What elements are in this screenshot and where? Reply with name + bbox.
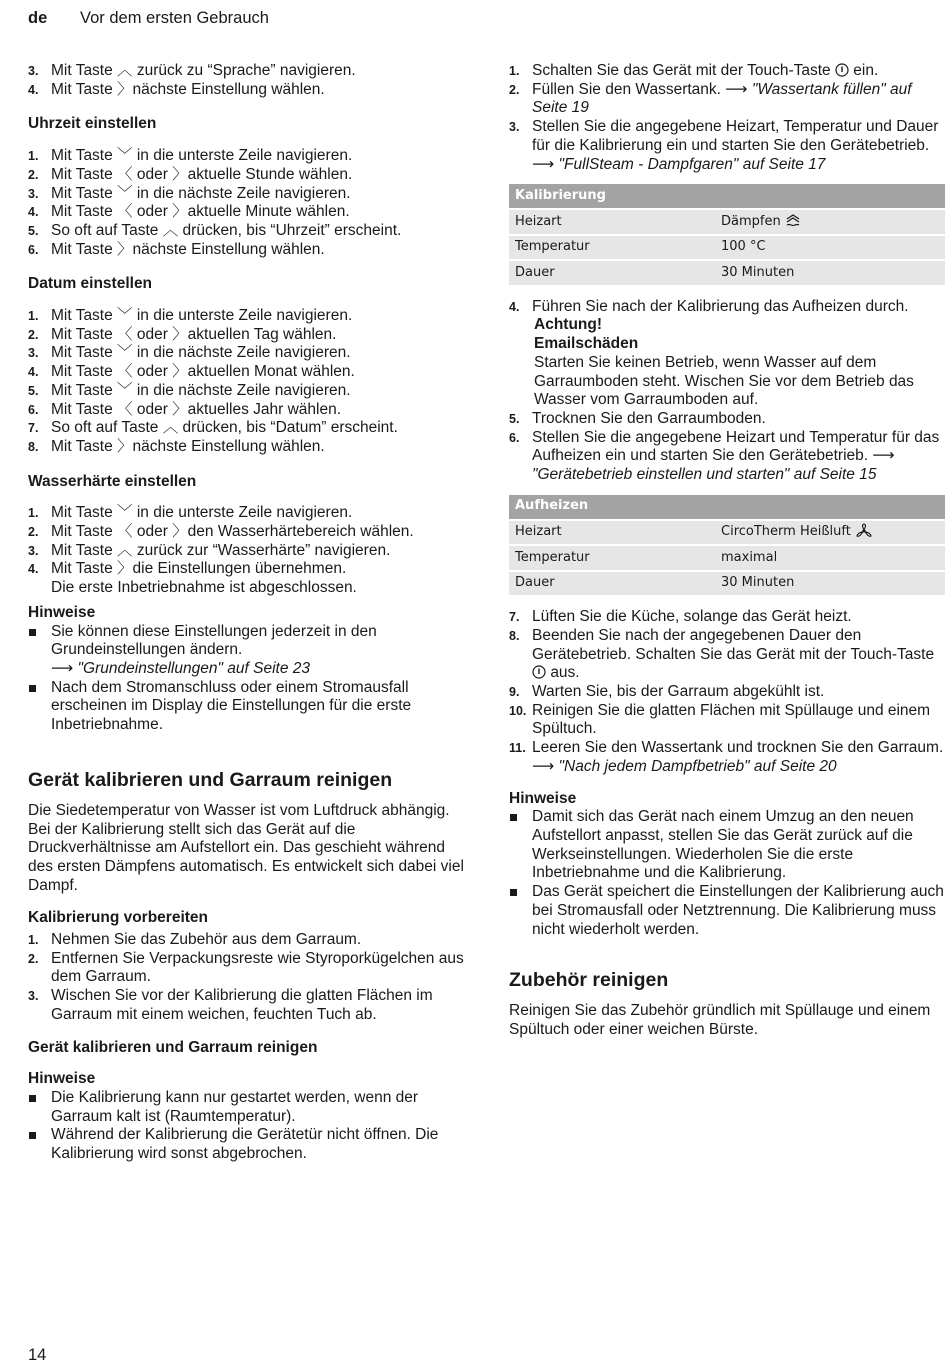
warning-title: Achtung!: [534, 316, 603, 334]
list-item: 7. So oft auf Taste ︿ drücken, bis “Datum” erscheint.: [28, 419, 398, 437]
reference-arrow-icon: ⟶: [532, 757, 555, 775]
datum-steps: [28, 307, 468, 457]
hinweise-list: [28, 1089, 468, 1164]
table-row: Heizart CircoTherm Heißluft: [509, 520, 945, 546]
zubehoer-text: Reinigen Sie das Zubehör gründlich mit Spüllauge und einem Spültuch oder einer weichen Bürste.: [509, 1002, 931, 1038]
list-item: 2. Mit Taste 〈 oder 〉aktuelle Stunde wählen.: [28, 165, 353, 183]
list-item: 3. Mit Taste ﹀ in die nächste Zeile navigieren.: [28, 344, 351, 362]
power-icon: [532, 665, 546, 679]
kalibrierung-steps-cont: [509, 298, 945, 317]
list-item: 1. Mit Taste ﹀ in die unterste Zeile navigieren.: [28, 307, 353, 325]
list-item: Damit sich das Gerät nach einem Umzug an den neuen Aufstellort anpasst, stellen Sie das Gerät zurück auf die Werkseinstellungen. Wiederholen Sie die erste Inbetriebnahme und die Kalibrierung.: [509, 808, 945, 883]
aufheizen-steps: [509, 410, 945, 485]
list-item: 5. Trocknen Sie den Garraumboden.: [509, 409, 766, 427]
vorbereiten-heading: Kalibrierung vorbereiten: [28, 909, 209, 927]
right-column: [509, 62, 945, 1040]
reference-link[interactable]: "Gerätebetrieb einstellen und starten" auf Seite 15: [532, 466, 877, 484]
hinweise-heading: Hinweise: [28, 603, 96, 621]
list-item: 8. Beenden Sie nach der angegebenen Dauer den Gerätebetrieb. Schalten Sie das Gerät mit der Touch-Taste aus.: [509, 626, 935, 682]
section-title-zubehoer: Zubehör reinigen: [509, 969, 669, 992]
reference-arrow-icon: ⟶: [51, 659, 74, 677]
list-item: Das Gerät speichert die Einstellungen der Kalibrierung auch bei Stromausfall oder Netztrennung. Die Kalibrierung muss nicht wiederholt werden.: [509, 883, 945, 939]
language-code: de: [28, 9, 48, 27]
datum-heading: Datum einstellen: [28, 275, 153, 293]
aufheizen-table: [509, 495, 945, 596]
abschluss-steps: [509, 608, 945, 776]
header-title: Vor dem ersten Gebrauch: [80, 9, 269, 27]
list-item: 3. Mit Taste ﹀ in die nächste Zeile navigieren.: [28, 184, 351, 202]
list-item: 3. Mit Taste ︿ zurück zur “Wasserhärte” navigieren.: [28, 541, 391, 559]
list-item: 5. Mit Taste ﹀ in die nächste Zeile navigieren.: [28, 381, 351, 399]
table-row: Dauer 30 Minuten: [509, 571, 945, 596]
reference-arrow-icon: ⟶: [532, 155, 555, 173]
list-item: 4. Mit Taste 〈 oder 〉aktuelle Minute wählen.: [28, 203, 350, 221]
warning-box: [534, 316, 945, 410]
list-item: 6. Mit Taste 〈 oder 〉aktuelles Jahr wählen.: [28, 400, 342, 418]
table-title: Aufheizen: [509, 495, 945, 520]
list-item: Nach dem Stromanschluss oder einem Stromausfall erscheinen im Display die Einstellungen für die erste Inbetriebnahme.: [28, 679, 468, 735]
kalibrierung-steps: [509, 62, 945, 174]
table-row: Temperatur 100 °C: [509, 235, 945, 261]
warning-text: Starten Sie keinen Betrieb, wenn Wasser auf dem Garraumboden steht. Wischen Sie vor dem Betrieb das Wasser vom Garraumboden auf.: [534, 353, 914, 409]
wasserhaerte-heading: Wasserhärte einstellen: [28, 472, 197, 490]
list-item: 8. Mit Taste 〉nächste Einstellung wählen.: [28, 437, 325, 455]
section-title-kalibrieren: Gerät kalibrieren und Garraum reinigen: [28, 768, 393, 791]
kalibrierung-table: [509, 184, 945, 285]
list-item: 3. Wischen Sie vor der Kalibrierung die glatten Flächen im Garraum mit einem weichen, feuchten Tuch ab.: [28, 987, 433, 1023]
list-item: 1. Mit Taste ﹀ in die unterste Zeile navigieren.: [28, 504, 353, 522]
wasserhaerte-steps: [28, 504, 468, 598]
list-item: 1. Mit Taste ﹀ in die unterste Zeile navigieren.: [28, 147, 353, 165]
list-item: 2. Mit Taste 〈 oder 〉den Wasserhärtebereich wählen.: [28, 523, 414, 541]
reference-link[interactable]: "Nach jedem Dampfbetrieb" auf Seite 20: [558, 757, 837, 775]
list-item: 2. Mit Taste 〈 oder 〉aktuellen Tag wählen.: [28, 325, 337, 343]
list-item: 6. Stellen Sie die angegebene Heizart und Temperatur für das Aufheizen ein und starten Sie den Gerätebetrieb. ⟶ "Gerätebetrieb einstellen und starten" auf Seite 15: [509, 428, 940, 484]
hinweise-list: [28, 623, 468, 735]
uhrzeit-steps: [28, 147, 468, 259]
page-header: [28, 9, 269, 28]
list-item: 7. Lüften Sie die Küche, solange das Gerät heizt.: [509, 608, 852, 626]
left-column: [28, 62, 468, 1164]
steam-icon: [785, 214, 801, 227]
table-row: Dauer 30 Minuten: [509, 260, 945, 285]
list-item: 1. Nehmen Sie das Zubehör aus dem Garraum.: [28, 931, 362, 949]
reference-link[interactable]: "Wassertank füllen" auf Seite 19: [532, 80, 912, 117]
table-row: Temperatur maximal: [509, 545, 945, 571]
reference-arrow-icon: ⟶: [725, 80, 748, 98]
list-item: 5. So oft auf Taste ︿ drücken, bis “Uhrzeit” erscheint.: [28, 221, 402, 239]
list-item: 9. Warten Sie, bis der Garraum abgekühlt ist.: [509, 683, 825, 701]
reference-arrow-icon: ⟶: [872, 447, 895, 465]
circotherm-fan-icon: [855, 523, 873, 538]
table-row: Heizart Dämpfen: [509, 209, 945, 235]
list-item: Die Kalibrierung kann nur gestartet werden, wenn der Garraum kalt ist (Raumtemperatur).: [28, 1089, 468, 1126]
reference-link[interactable]: "Grundeinstellungen" auf Seite 23: [77, 659, 311, 677]
list-item: 4. Führen Sie nach der Kalibrierung das Aufheizen durch.: [509, 297, 909, 315]
page-number: 14: [28, 1346, 47, 1364]
kalibrieren-subheading: Gerät kalibrieren und Garraum reinigen: [28, 1038, 318, 1056]
hinweise-heading: Hinweise: [509, 789, 577, 807]
list-item: 1. Schalten Sie das Gerät mit der Touch-Taste ein.: [509, 62, 879, 79]
list-item: 4. Mit Taste 〈 oder 〉aktuellen Monat wählen.: [28, 363, 355, 381]
warning-subtitle: Emailschäden: [534, 335, 639, 353]
hinweise-heading: Hinweise: [28, 1070, 96, 1088]
list-item: 6. Mit Taste 〉nächste Einstellung wählen.: [28, 240, 325, 258]
list-item: 2. Entfernen Sie Verpackungsreste wie Styroporkügelchen aus dem Garraum.: [28, 949, 464, 986]
list-item: Sie können diese Einstellungen jederzeit in den Grundeinstellungen ändern. ⟶ "Grundeinstellungen" auf Seite 23: [28, 623, 468, 679]
list-item: Während der Kalibrierung die Gerätetür nicht öffnen. Die Kalibrierung wird sonst abgebrochen.: [28, 1126, 468, 1163]
vorbereiten-steps: [28, 931, 468, 1025]
list-item: 11. Leeren Sie den Wassertank und trocknen Sie den Garraum. ⟶ "Nach jedem Dampfbetrieb" auf Seite 20: [509, 739, 944, 775]
intro-steps: [28, 62, 468, 99]
section-intro: Die Siedetemperatur von Wasser ist vom Luftdruck abhängig. Bei der Kalibrierung stellt sich das Gerät auf die Druckverhältnisse am Aufstellort ein. Das geschieht während des ersten Dämpfens automatisch. Es entwickelt sich dabei viel Dampf.: [28, 801, 464, 894]
uhrzeit-heading: Uhrzeit einstellen: [28, 115, 157, 133]
list-item: 4. Mit Taste 〉die Einstellungen übernehmen. Die erste Inbetriebnahme ist abgeschlossen.: [28, 560, 357, 597]
reference-link[interactable]: "FullSteam - Dampfgaren" auf Seite 17: [558, 155, 826, 173]
table-title: Kalibrierung: [509, 184, 945, 209]
list-item: 3. Stellen Sie die angegebene Heizart, Temperatur und Dauer für die Kalibrierung ein und starten Sie den Gerätebetrieb. ⟶ "FullSteam - Dampfgaren" auf Seite 17: [509, 118, 939, 173]
hinweise-list: [509, 808, 945, 939]
power-icon: [835, 63, 849, 77]
list-item: 3. Mit Taste ︿ zurück zu “Sprache” navigieren.: [28, 62, 356, 79]
list-item: 2. Füllen Sie den Wassertank. ⟶ "Wassertank füllen" auf Seite 19: [509, 80, 912, 117]
list-item: 10. Reinigen Sie die glatten Flächen mit Spüllauge und einem Spültuch.: [509, 701, 931, 738]
list-item: 4. Mit Taste 〉nächste Einstellung wählen.: [28, 80, 325, 98]
